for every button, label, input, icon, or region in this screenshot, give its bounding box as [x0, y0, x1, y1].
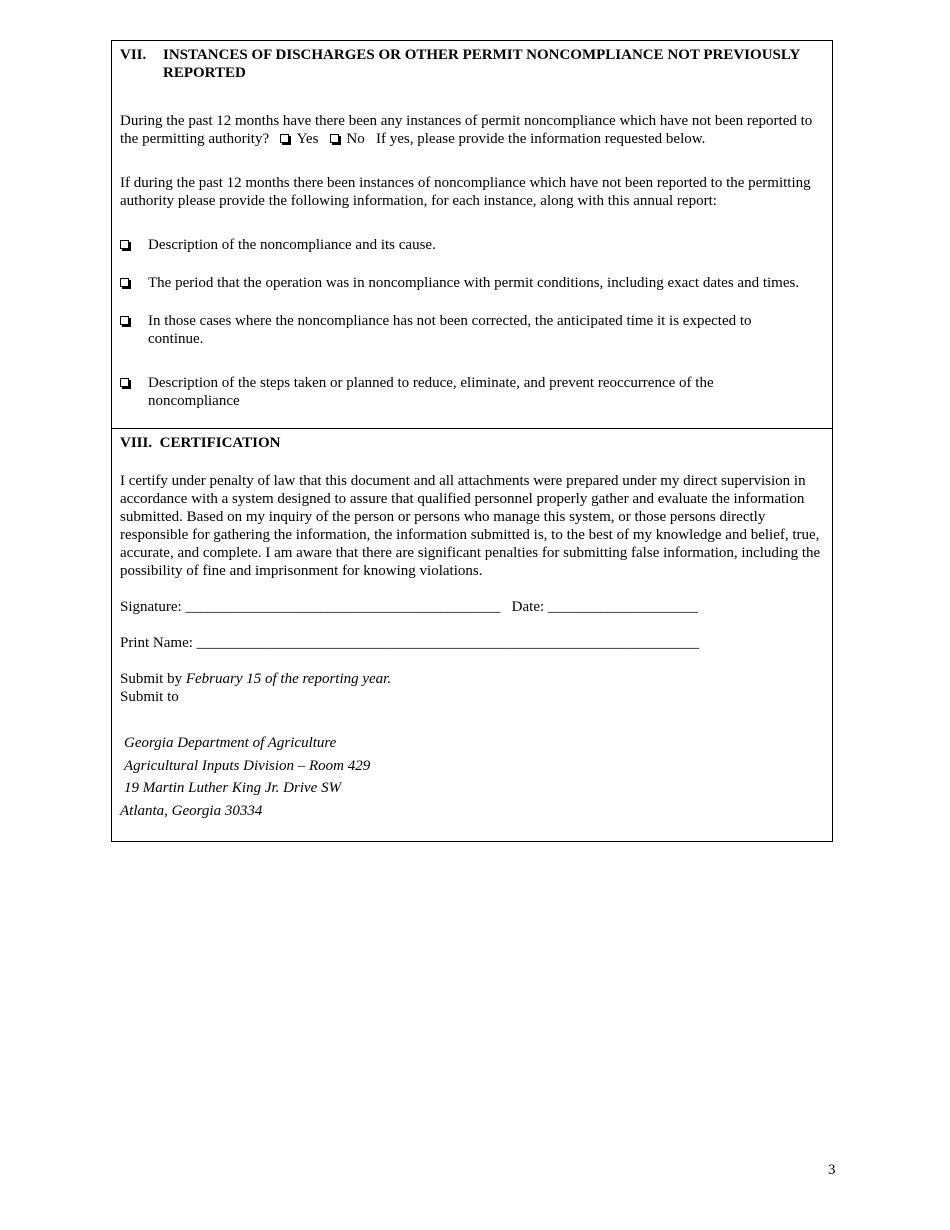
submit-by-row [120, 670, 824, 688]
section-noncompliance [112, 41, 832, 429]
address-line: Agricultural Inputs Division – Room 429 [124, 757, 371, 774]
address-line: Atlanta, Georgia 30334 [120, 802, 263, 819]
section-7-title: INSTANCES OF DISCHARGES OR OTHER PERMIT NONCOMPLIANCE NOT PREVIOUSLY REPORTED [163, 47, 800, 81]
noncompliance-question [120, 112, 824, 148]
item-checkbox[interactable] [120, 240, 129, 249]
section-8-number: VIII. [120, 435, 153, 451]
address-line: Georgia Department of Agriculture [124, 735, 337, 751]
page-number: 3 [828, 1162, 836, 1178]
list-item-text: The period that the operation was in noncompliance with permit conditions, including exact dates and times. [148, 275, 800, 291]
mailing-address [120, 732, 824, 822]
list-item [120, 374, 824, 410]
print-name-label: Print Name: [120, 635, 193, 651]
list-item [120, 312, 824, 348]
submit-to-label: Submit to [120, 689, 179, 705]
section-8-title: CERTIFICATION [159, 435, 281, 451]
list-item [120, 274, 824, 292]
signature-label: Signature: [120, 599, 182, 615]
submit-by-deadline: February 15 of the reporting year. [185, 671, 392, 687]
item-checkbox[interactable] [120, 378, 129, 387]
no-checkbox[interactable] [330, 134, 339, 143]
section-8-heading [120, 429, 824, 452]
yes-checkbox[interactable] [280, 134, 289, 143]
signature-field[interactable]: __________________________________________ [185, 599, 501, 615]
noncompliance-instructions: If during the past 12 months there been instances of noncompliance which have not been reported to the permitting authority please provide the following information, for each instance, along with this annual report: [120, 175, 811, 209]
yes-label: Yes [296, 131, 319, 147]
no-label: No [346, 131, 365, 147]
item-checkbox[interactable] [120, 278, 129, 287]
signature-row [120, 598, 824, 616]
print-name-field[interactable]: ___________________________________________________________________ [196, 635, 700, 651]
section-7-heading [120, 41, 824, 82]
section-certification [112, 429, 832, 822]
submit-by-label: Submit by [120, 671, 183, 687]
section-7-number: VII. [120, 47, 147, 63]
question-text: During the past 12 months have there been any instances of permit noncompliance which have not been reported to the permitting authority? [120, 113, 813, 147]
form-box [111, 40, 833, 842]
list-item [120, 236, 824, 254]
address-line: 19 Martin Luther King Jr. Drive SW [124, 780, 342, 796]
list-item-text: Description of the noncompliance and its cause. [148, 237, 436, 253]
print-name-row [120, 634, 824, 652]
list-item-text: Description of the steps taken or planned to reduce, eliminate, and prevent reoccurrence of the noncompliance [148, 375, 714, 409]
list-item-text: In those cases where the noncompliance has not been corrected, the anticipated time it is expected to continue. [148, 313, 752, 347]
date-field[interactable]: ____________________ [547, 599, 698, 615]
date-label: Date: [511, 599, 545, 615]
question-followup: If yes, please provide the information requested below. [376, 131, 706, 147]
item-checkbox[interactable] [120, 316, 129, 325]
certification-statement: I certify under penalty of law that this document and all attachments were prepared under my direct supervision in accordance with a system designed to assure that qualified personnel properly gather and evaluate the information submitted. Based on my inquiry of the person or persons who manage this system, or those persons directly responsible for gathering the information, the information submitted is, to the best of my knowledge and belief, true, accurate, and complete. I am aware that there are significant penalties for submitting false information, including the possibility of fine and imprisonment for knowing violations. [120, 473, 821, 579]
